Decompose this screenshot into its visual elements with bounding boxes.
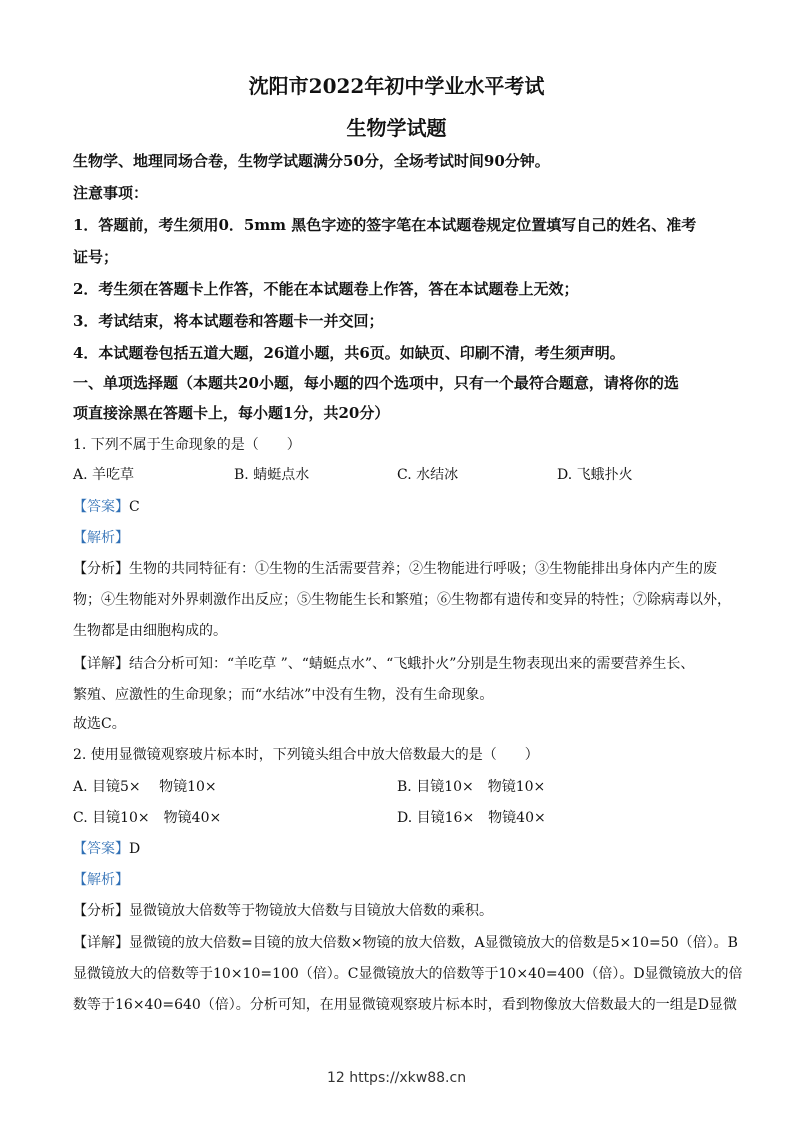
analysis-text: 生物的共同特征有：①生物的生活需要营养；②生物能进行呼吸；③生物能排出身体内产生的废	[129, 561, 717, 577]
q1-option-c: C. 水结冰	[397, 467, 459, 483]
q1-detail-line: 繁殖、应激性的生命现象；而“水结冰”中没有生物，没有生命现象。	[73, 687, 494, 703]
notice-item: 2．考生须在答题卡上作答，不能在本试题卷上作答，答在本试题卷上无效；	[73, 280, 579, 298]
q1-analysis-line: 生物都是由细胞构成的。	[73, 623, 227, 639]
detail-tag: 【详解】	[73, 656, 129, 672]
q1-answer	[73, 496, 140, 516]
q1-analysis-line: 物；④生物能对外界刺激作出反应；⑤生物能生长和繁殖；⑥生物都有遗传和变异的特性；⑦除病毒以外，	[73, 592, 731, 608]
section-heading: 一、单项选择题（本题共20小题，每小题的四个选项中，只有一个最符合题意，请将你的选	[73, 374, 679, 392]
analysis-tag: 【分析】	[73, 561, 129, 577]
q2-option-d: D. 目镜16× 物镜40×	[397, 810, 546, 826]
q2-option-a: A. 目镜5× 物镜10×	[73, 779, 217, 795]
notice-heading: 注意事项：	[73, 184, 149, 202]
q2-explain-tag	[73, 869, 129, 889]
notice-item: 证号；	[73, 248, 119, 266]
q2-answer	[73, 838, 140, 858]
detail-text: 显微镜的放大倍数=目镜的放大倍数×物镜的放大倍数，A显微镜放大的倍数是5×10=50（倍）。B	[129, 935, 738, 951]
explain-tag: 【解析】	[73, 530, 129, 546]
notice-item: 3．考试结束，将本试题卷和答题卡一并交回；	[73, 312, 384, 330]
q1-option-a: A. 羊吃草	[73, 467, 135, 483]
q1-explain-tag	[73, 527, 129, 547]
page-subtitle: 生物学试题	[346, 116, 447, 140]
answer-value: D	[129, 841, 141, 857]
section-heading-cont: 项直接涂黑在答题卡上，每小题1分，共20分）	[73, 404, 390, 422]
q1-option-d: D. 飞蛾扑火	[557, 467, 633, 483]
q2-option-b: B. 目镜10× 物镜10×	[397, 779, 546, 795]
question-1-stem: 1. 下列不属于生命现象的是（ ）	[73, 437, 301, 453]
detail-tag: 【详解】	[73, 935, 129, 951]
answer-tag: 【答案】	[73, 499, 129, 515]
answer-tag: 【答案】	[73, 841, 129, 857]
exam-note: 生物学、地理同场合卷，生物学试题满分50分，全场考试时间90分钟。	[73, 152, 550, 170]
q2-detail-line: 显微镜放大的倍数等于10×10=100（倍）。C显微镜放大的倍数等于10×40=400（倍）。D显微镜放大的倍	[73, 966, 743, 982]
q2-detail-line: 数等于16×40=640（倍）。分析可知，在用显微镜观察玻片标本时，看到物像放大倍数最大的一组是D显微	[73, 997, 738, 1013]
q2-option-c: C. 目镜10× 物镜40×	[73, 810, 222, 826]
q1-option-b: B. 蜻蜓点水	[234, 467, 310, 483]
analysis-tag: 【分析】	[73, 903, 129, 919]
q1-detail	[73, 653, 694, 673]
q2-detail	[73, 932, 738, 952]
question-2-stem: 2. 使用显微镜观察玻片标本时，下列镜头组合中放大倍数最大的是（ ）	[73, 747, 539, 763]
page-footer: 12 https://xkw88.cn	[326, 1070, 467, 1086]
analysis-text: 显微镜放大倍数等于物镜放大倍数与目镜放大倍数的乘积。	[129, 903, 493, 919]
answer-value: C	[129, 499, 140, 515]
q2-analysis	[73, 900, 493, 920]
q1-analysis	[73, 558, 717, 578]
q1-conclusion: 故选C。	[73, 716, 126, 732]
notice-item: 1．答题前，考生须用0．5mm 黑色字迹的签字笔在本试题卷规定位置填写自己的姓名、准考	[73, 216, 697, 234]
notice-item: 4．本试题卷包括五道大题，26道小题，共6页。如缺页、印刷不清，考生须声明。	[73, 344, 625, 362]
page-title: 沈阳市2022年初中学业水平考试	[248, 74, 545, 98]
explain-tag: 【解析】	[73, 872, 129, 888]
detail-text: 结合分析可知：“羊吃草 ”、“蜻蜓点水”、“飞蛾扑火”分别是生物表现出来的需要营养生长、	[129, 656, 695, 672]
